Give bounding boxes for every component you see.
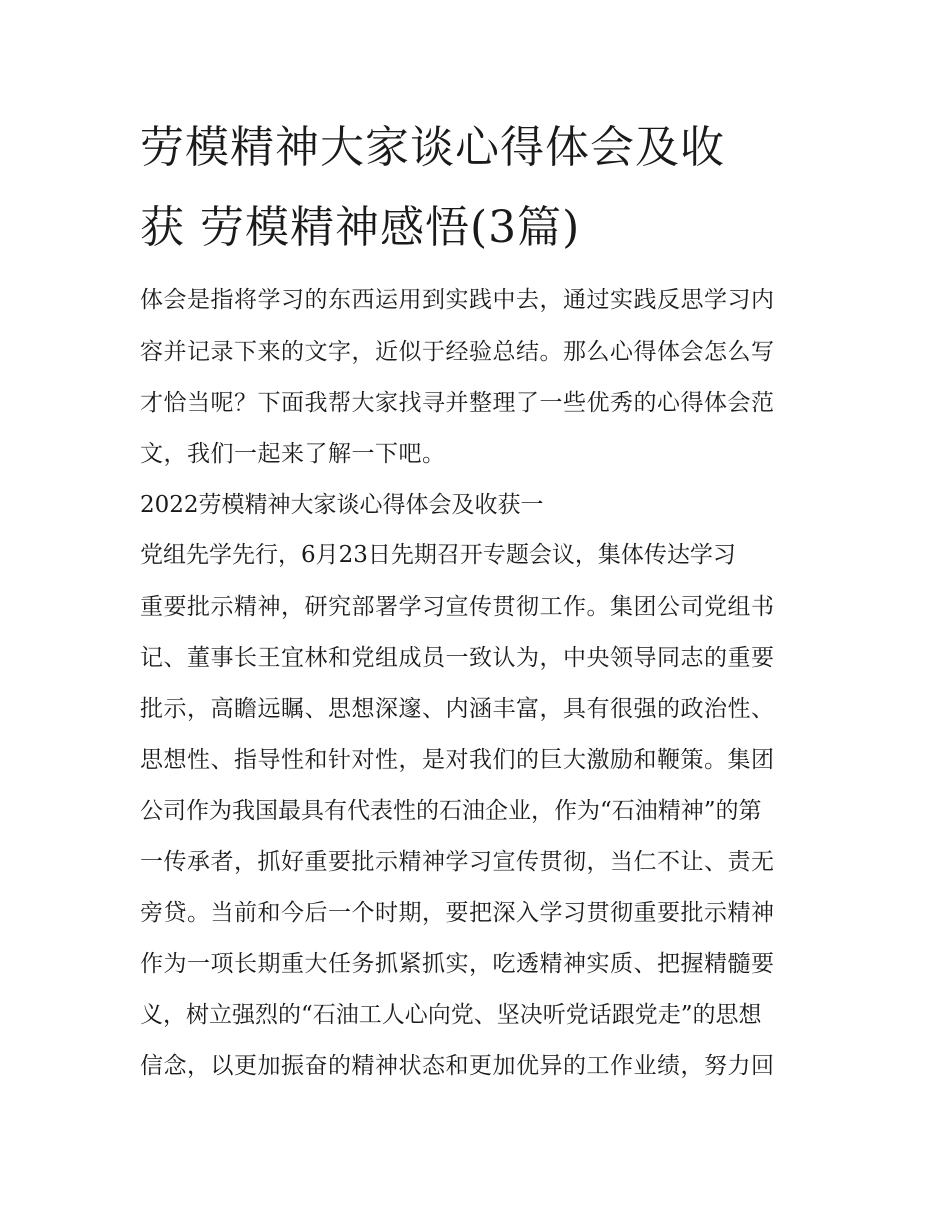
body-line-8: 旁贷。当前和今后一个时期，要把深入学习贯彻重要批示精神	[140, 900, 775, 926]
document-title-line-2: 获 劳模精神感悟(3篇)	[140, 202, 581, 253]
intro-line-1: 体会是指将学习的东西运用到实践中去，通过实践反思学习内	[140, 287, 775, 313]
body-line-2: 重要批示精神，研究部署学习宣传贯彻工作。集团公司党组书	[140, 594, 775, 620]
intro-line-2: 容并记录下来的文字，近似于经验总结。那么心得体会怎么写	[140, 339, 775, 365]
body-line-3: 记、董事长王宜林和党组成员一致认为，中央领导同志的重要	[140, 645, 775, 671]
body-line-11: 信念，以更加振奋的精神状态和更加优异的工作业绩，努力回	[140, 1053, 775, 1079]
body-line-10: 义，树立强烈的“石油工人心向党、坚决听党话跟党走”的思想	[140, 1002, 762, 1028]
body-line-5: 思想性、指导性和针对性，是对我们的巨大激励和鞭策。集团	[140, 747, 775, 773]
document-title-line-1: 劳模精神大家谈心得体会及收	[140, 122, 725, 173]
intro-line-3: 才恰当呢？下面我帮大家找寻并整理了一些优秀的心得体会范	[140, 390, 775, 416]
intro-line-4: 文，我们一起来了解一下吧。	[140, 441, 446, 467]
section-heading: 2022劳模精神大家谈心得体会及收获一	[140, 492, 544, 518]
body-line-4: 批示，高瞻远瞩、思想深邃、内涵丰富，具有很强的政治性、	[140, 696, 775, 722]
body-line-1: 党组先学先行，6月23日先期召开专题会议，集体传达学习	[140, 542, 736, 568]
body-line-7: 一传承者，抓好重要批示精神学习宣传贯彻，当仁不让、责无	[140, 849, 775, 875]
body-line-9: 作为一项长期重大任务抓紧抓实，吃透精神实质、把握精髓要	[140, 951, 775, 977]
body-line-6: 公司作为我国最具有代表性的石油企业，作为“石油精神”的第	[140, 798, 762, 824]
